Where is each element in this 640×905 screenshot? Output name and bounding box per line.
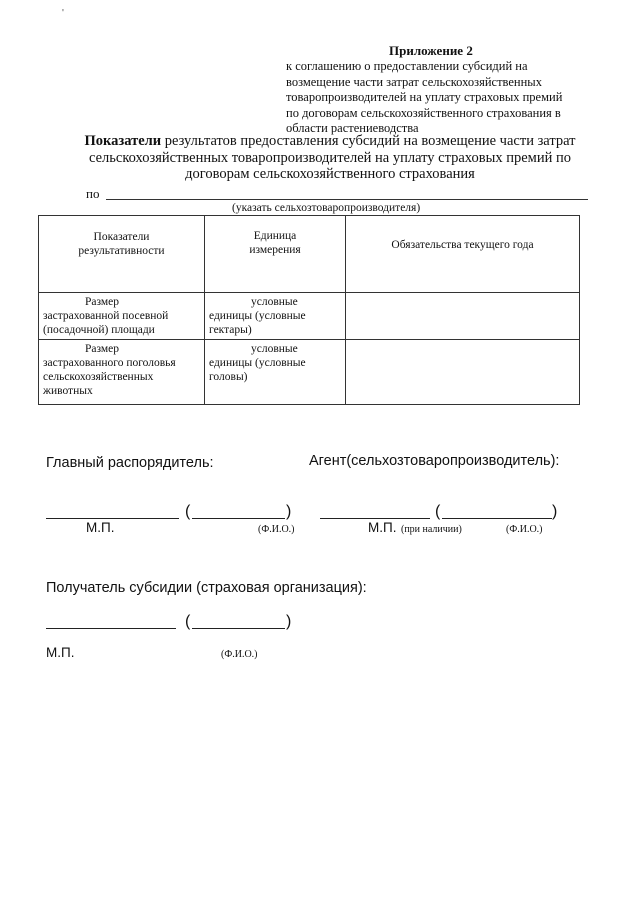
agent-fio-close: ): [552, 503, 558, 520]
agent-label: Агент(сельхозтоваропроизводитель):: [309, 453, 560, 469]
po-fill-line: [106, 199, 588, 200]
cell-text: Размер: [85, 343, 120, 355]
header-text: Обязательства текущего года: [391, 239, 534, 251]
unit-cell: [205, 340, 346, 405]
header-indicators: [39, 216, 205, 293]
agent-fio-open: (: [435, 503, 441, 520]
agent-mp: М.П.: [368, 520, 397, 535]
cell-text: единицы (условные: [209, 357, 306, 369]
recipient-fio-caption: (Ф.И.О.): [221, 649, 258, 660]
manager-mp: М.П.: [86, 520, 115, 535]
recipient-fio-open: (: [185, 613, 191, 630]
title-line1: результатов предоставления субсидий на возмещение части затрат: [161, 133, 576, 149]
document-title: [40, 133, 620, 183]
cell-text: Размер: [85, 296, 120, 308]
appendix-note-line: товаропроизводителей на уплату страховых премий: [286, 90, 563, 105]
po-label: по: [86, 186, 100, 201]
title-line2: сельскохозяйственных товаропроизводителей на уплату страховых премий по: [89, 149, 571, 166]
manager-fio-open: (: [185, 503, 191, 520]
appendix-title: Приложение 2: [389, 43, 473, 58]
header-text: Единица: [253, 230, 297, 242]
cell-text: сельскохозяйственных: [43, 371, 154, 383]
scan-mark: ': [62, 8, 64, 19]
po-caption: (указать сельхозтоваропроизводителя): [232, 202, 421, 214]
indicators-table: [38, 215, 580, 405]
cell-text: единицы (условные: [209, 310, 306, 322]
recipient-signature-line: [46, 628, 176, 629]
cell-text: (посадочной) площади: [43, 324, 155, 336]
table-header-row: [39, 216, 580, 293]
appendix-note: [286, 59, 598, 137]
cell-text: гектары): [209, 324, 252, 336]
header-obligations: [346, 216, 580, 293]
cell-text: головы): [209, 371, 248, 383]
unit-cell: [205, 293, 346, 340]
cell-text: условные: [251, 296, 298, 308]
indicator-cell: [39, 293, 205, 340]
appendix-note-line: возмещение части затрат сельскохозяйственных: [286, 74, 542, 89]
header-text: результативности: [78, 245, 165, 257]
agent-if-any: (при наличии): [401, 524, 462, 535]
manager-fio-caption: (Ф.И.О.): [258, 524, 295, 535]
table-row: [39, 340, 580, 405]
recipient-fio-line: [192, 628, 285, 629]
agent-signature-line: [320, 518, 430, 519]
cell-text: животных: [43, 385, 93, 397]
table-row: [39, 293, 580, 340]
header-text: Показатели: [93, 231, 150, 243]
appendix-note-line: по договорам сельскохозяйственного страхования в: [286, 105, 561, 120]
cell-text: застрахованного поголовья: [43, 357, 176, 369]
appendix-note-line: области растениеводства: [286, 121, 419, 136]
header-text: измерения: [249, 244, 301, 256]
recipient-mp: М.П.: [46, 645, 75, 660]
obligation-cell: [346, 293, 580, 340]
manager-signature-line: [46, 518, 179, 519]
manager-fio-line: [192, 518, 285, 519]
manager-fio-close: ): [286, 503, 292, 520]
title-line3: договорам сельскохозяйственного страхования: [185, 166, 475, 182]
agent-fio-line: [442, 518, 552, 519]
recipient-label: Получатель субсидии (страховая организация):: [46, 580, 367, 596]
obligation-cell: [346, 340, 580, 405]
title-bold-word: Показатели: [84, 133, 162, 149]
cell-text: застрахованной посевной: [43, 310, 169, 322]
cell-text: условные: [251, 343, 298, 355]
indicator-cell: [39, 340, 205, 405]
main-manager-label: Главный распорядитель:: [46, 455, 214, 471]
header-unit: [205, 216, 346, 293]
agent-fio-caption: (Ф.И.О.): [506, 524, 543, 535]
appendix-note-line: к соглашению о предоставлении субсидий на: [286, 59, 528, 73]
recipient-fio-close: ): [286, 613, 292, 630]
